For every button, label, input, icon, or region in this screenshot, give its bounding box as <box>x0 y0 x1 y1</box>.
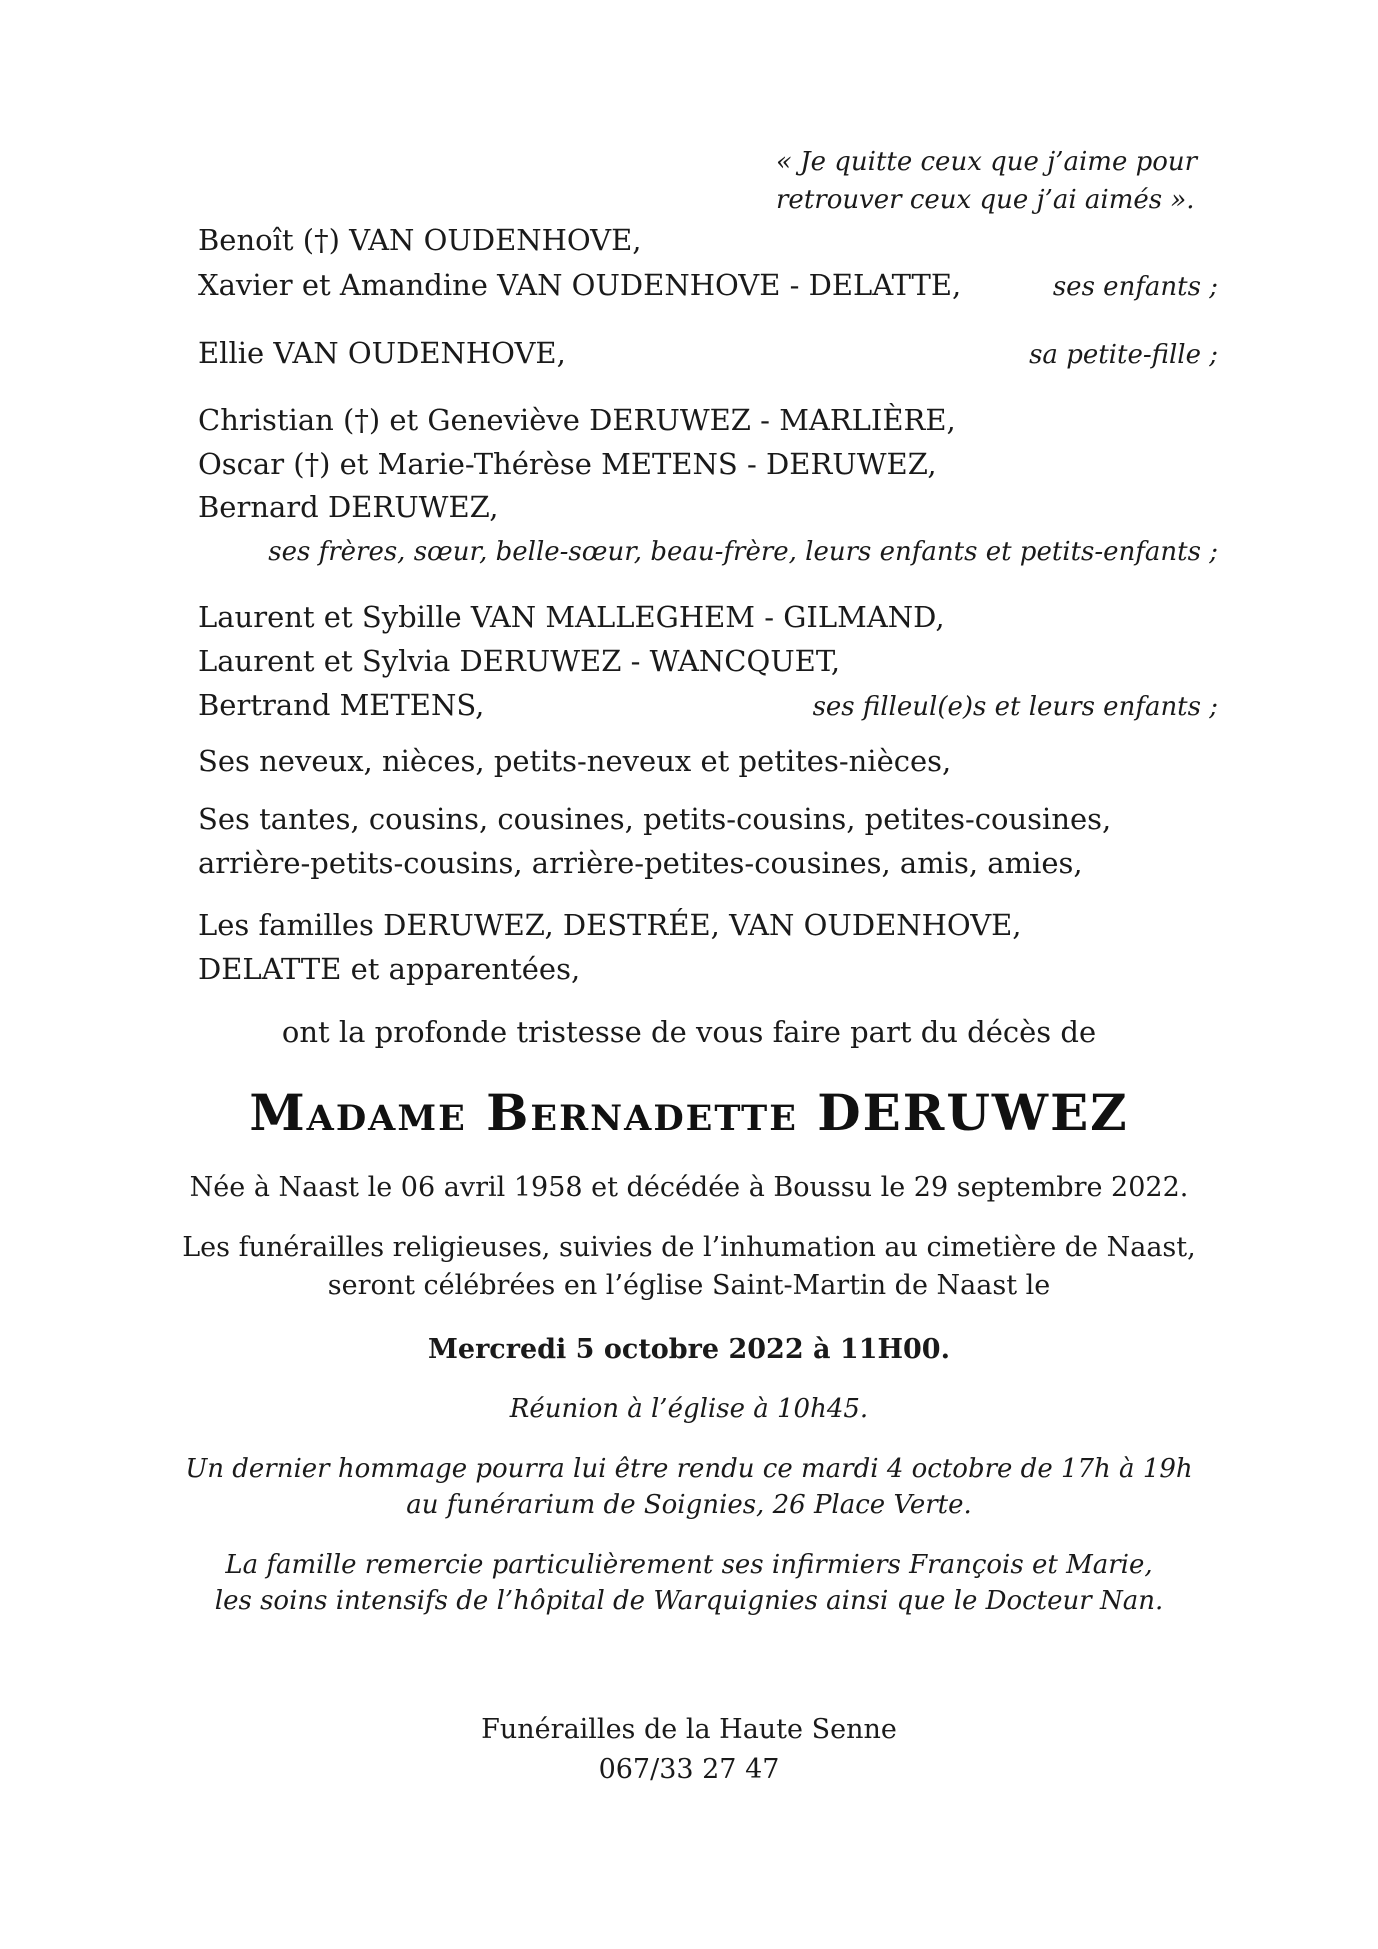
meeting-time: Réunion à l’église à 10h45. <box>509 1394 869 1424</box>
relation-label: ses frères, sœur, belle-sœur, beau-frère, leurs enfants et petits-enfants ; <box>268 537 1218 567</box>
funeral-date: Mercredi 5 octobre 2022 à 11H00. <box>428 1334 950 1365</box>
relation-label: sa petite-fille ; <box>1029 340 1218 370</box>
deceased-surname: DERUWEZ <box>817 1083 1129 1142</box>
thanks-line-1: La famille remercie particulièrement ses infirmiers François et Marie, <box>225 1550 1153 1580</box>
funeral-line-2: seront célébrées en l’église Saint-Martin de Naast le <box>327 1270 1051 1301</box>
relation-label: ses enfants ; <box>1052 272 1218 302</box>
family-name: Ellie VAN OUDENHOVE, <box>198 336 566 370</box>
funeral-home-phone: 067/33 27 47 <box>598 1754 780 1785</box>
family-line: DELATTE et apparentées, <box>198 952 581 986</box>
thanks-line-2: les soins intensifs de l’hôpital de Warquignies ainsi que le Docteur Nan. <box>214 1586 1164 1616</box>
family-line: Les familles DERUWEZ, DESTRÉE, VAN OUDENHOVE, <box>198 908 1022 942</box>
funeral-home-name: Funérailles de la Haute Senne <box>481 1714 897 1745</box>
funeral-line-1: Les funérailles religieuses, suivies de l’inhumation au cimetière de Naast, <box>182 1232 1196 1263</box>
quote-line-1: « Je quitte ceux que j’aime pour <box>776 147 1198 177</box>
family-name: Benoît (†) VAN OUDENHOVE, <box>198 223 642 257</box>
deceased-name <box>0 1083 1378 1143</box>
birth-death-line: Née à Naast le 06 avril 1958 et décédée à Boussu le 29 septembre 2022. <box>189 1172 1189 1203</box>
tribute-line-1: Un dernier hommage pourra lui être rendu ce mardi 4 octobre de 17h à 19h <box>185 1454 1193 1484</box>
family-line: arrière-petits-cousins, arrière-petites-cousines, amis, amies, <box>198 846 1083 880</box>
tribute-line-2: au funérarium de Soignies, 26 Place Verte. <box>406 1490 972 1520</box>
family-name: Xavier et Amandine VAN OUDENHOVE - DELATTE, <box>198 268 962 302</box>
family-name: Christian (†) et Geneviève DERUWEZ - MARLIÈRE, <box>198 403 956 437</box>
family-name: Laurent et Sybille VAN MALLEGHEM - GILMAND, <box>198 600 945 634</box>
family-line: Ses tantes, cousins, cousines, petits-cousins, petites-cousines, <box>198 802 1112 836</box>
relation-label: ses filleul(e)s et leurs enfants ; <box>812 692 1218 722</box>
announcement-intro: ont la profonde tristesse de vous faire part du décès de <box>281 1015 1097 1049</box>
family-name: Laurent et Sylvia DERUWEZ - WANCQUET, <box>198 644 841 678</box>
family-name: Bertrand METENS, <box>198 688 485 722</box>
family-line: Ses neveux, nièces, petits-neveux et petites-nièces, <box>198 744 952 778</box>
quote-line-2: retrouver ceux que j’ai aimés ». <box>776 185 1195 215</box>
family-name: Bernard DERUWEZ, <box>198 490 499 524</box>
family-name: Oscar (†) et Marie-Thérèse METENS - DERUWEZ, <box>198 447 937 481</box>
deceased-title: Madame Bernadette <box>249 1083 798 1142</box>
